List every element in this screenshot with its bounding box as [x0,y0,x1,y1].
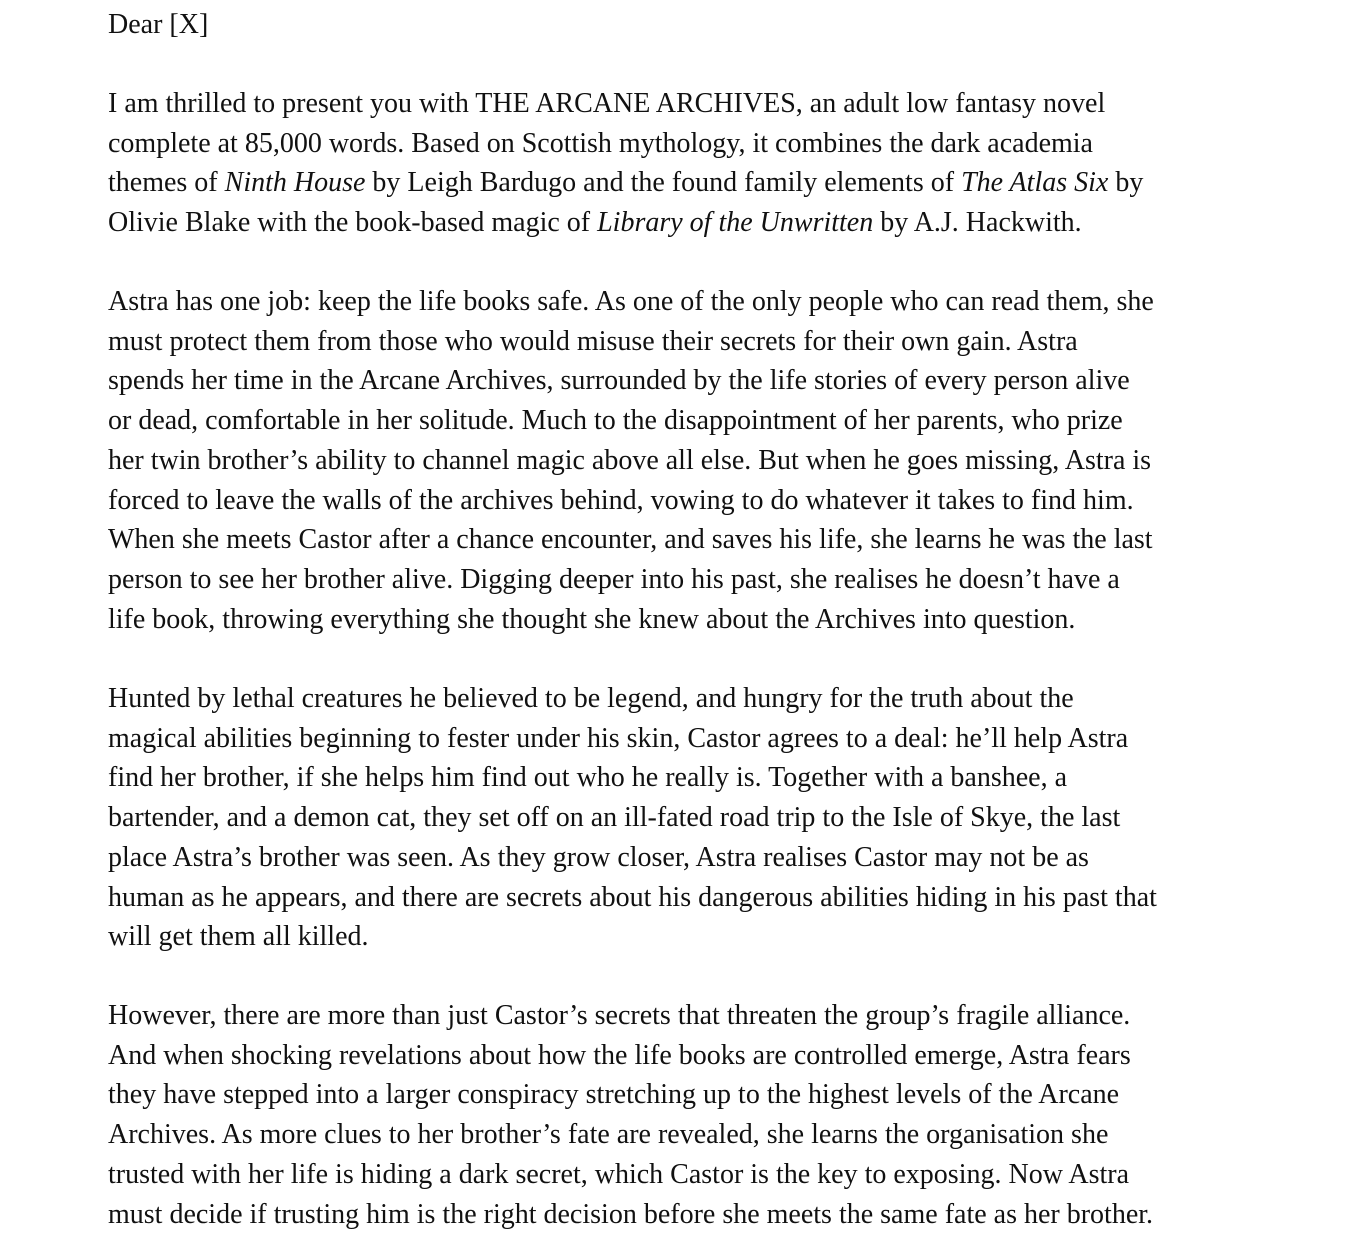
text-span: Olivie Blake with the book-based magic of [108,207,598,239]
salutation: Dear [X] [108,9,209,40]
text-line: will get them all killed. [108,921,369,953]
text-line: magical abilities beginning to fester under his skin, Castor agrees to a deal: he’ll help Astra [108,722,1129,754]
text-span: themes of [108,167,225,199]
text-line: must protect them from those who would misuse their secrets for their own gain. Astra [108,325,1078,357]
text-line: person to see her brother alive. Digging deeper into his past, she realises he doesn’t have a [108,563,1120,595]
text-line: Hunted by lethal creatures he believed to be legend, and hungry for the truth about the [108,683,1074,714]
text-line: spends her time in the Arcane Archives, surrounded by the life stories of every person alive [108,365,1130,397]
text-span: by Leigh Bardugo and the found family elements of [365,167,962,199]
text-line: life book, throwing everything she thought she knew about the Archives into question. [108,603,1076,635]
text-line: When she meets Castor after a chance encounter, and saves his life, she learns he was the last [108,524,1153,556]
book-title-atlas-six: The Atlas Six [961,167,1109,199]
text-line: Astra has one job: keep the life books safe. As one of the only people who can read them, she [108,286,1154,317]
text-line: Archives. As more clues to her brother’s fate are revealed, she learns the organisation she [108,1119,1109,1151]
text-line: However, there are more than just Castor’s secrets that threaten the group’s fragile alliance. [108,1000,1131,1031]
text-line [108,163,1258,203]
book-title-ninth-house: Ninth House [224,167,366,199]
text-line: forced to leave the walls of the archives behind, vowing to do whatever it takes to find him. [108,484,1134,516]
text-line: must decide if trusting him is the right decision before she meets the same fate as her brother. [108,1198,1154,1230]
paragraph-conspiracy [108,996,1258,1234]
text-span: by A.J. Hackwith. [873,207,1082,239]
text-line: find her brother, if she helps him find out who he really is. Together with a banshee, a [108,762,1068,794]
text-line: her twin brother’s ability to channel magic above all else. But when he goes missing, Astra is [108,444,1152,476]
text-span: by [1108,167,1144,199]
text-line: place Astra’s brother was seen. As they grow closer, Astra realises Castor may not be as [108,841,1089,873]
text-line [108,203,1258,243]
book-title-library-unwritten: Library of the Unwritten [597,207,874,239]
text-line: they have stepped into a larger conspiracy stretching up to the highest levels of the Arcane [108,1079,1120,1111]
text-line: or dead, comfortable in her solitude. Much to the disappointment of her parents, who prize [108,405,1123,437]
text-line: bartender, and a demon cat, they set off on an ill-fated road trip to the Isle of Skye, the last [108,802,1121,834]
text-line: human as he appears, and there are secrets about his dangerous abilities hiding in his past that [108,881,1157,913]
text-line: trusted with her life is hiding a dark secret, which Castor is the key to exposing. Now Astra [108,1158,1130,1190]
text-line: And when shocking revelations about how the life books are controlled emerge, Astra fears [108,1039,1131,1071]
paragraph-castor [108,679,1258,957]
text-line: complete at 85,000 words. Based on Scottish mythology, it combines the dark academia [108,127,1093,159]
paragraph-astra [108,282,1258,639]
text-line: I am thrilled to present you with THE ARCANE ARCHIVES, an adult low fantasy novel [108,88,1106,119]
paragraph-intro [108,84,1258,243]
